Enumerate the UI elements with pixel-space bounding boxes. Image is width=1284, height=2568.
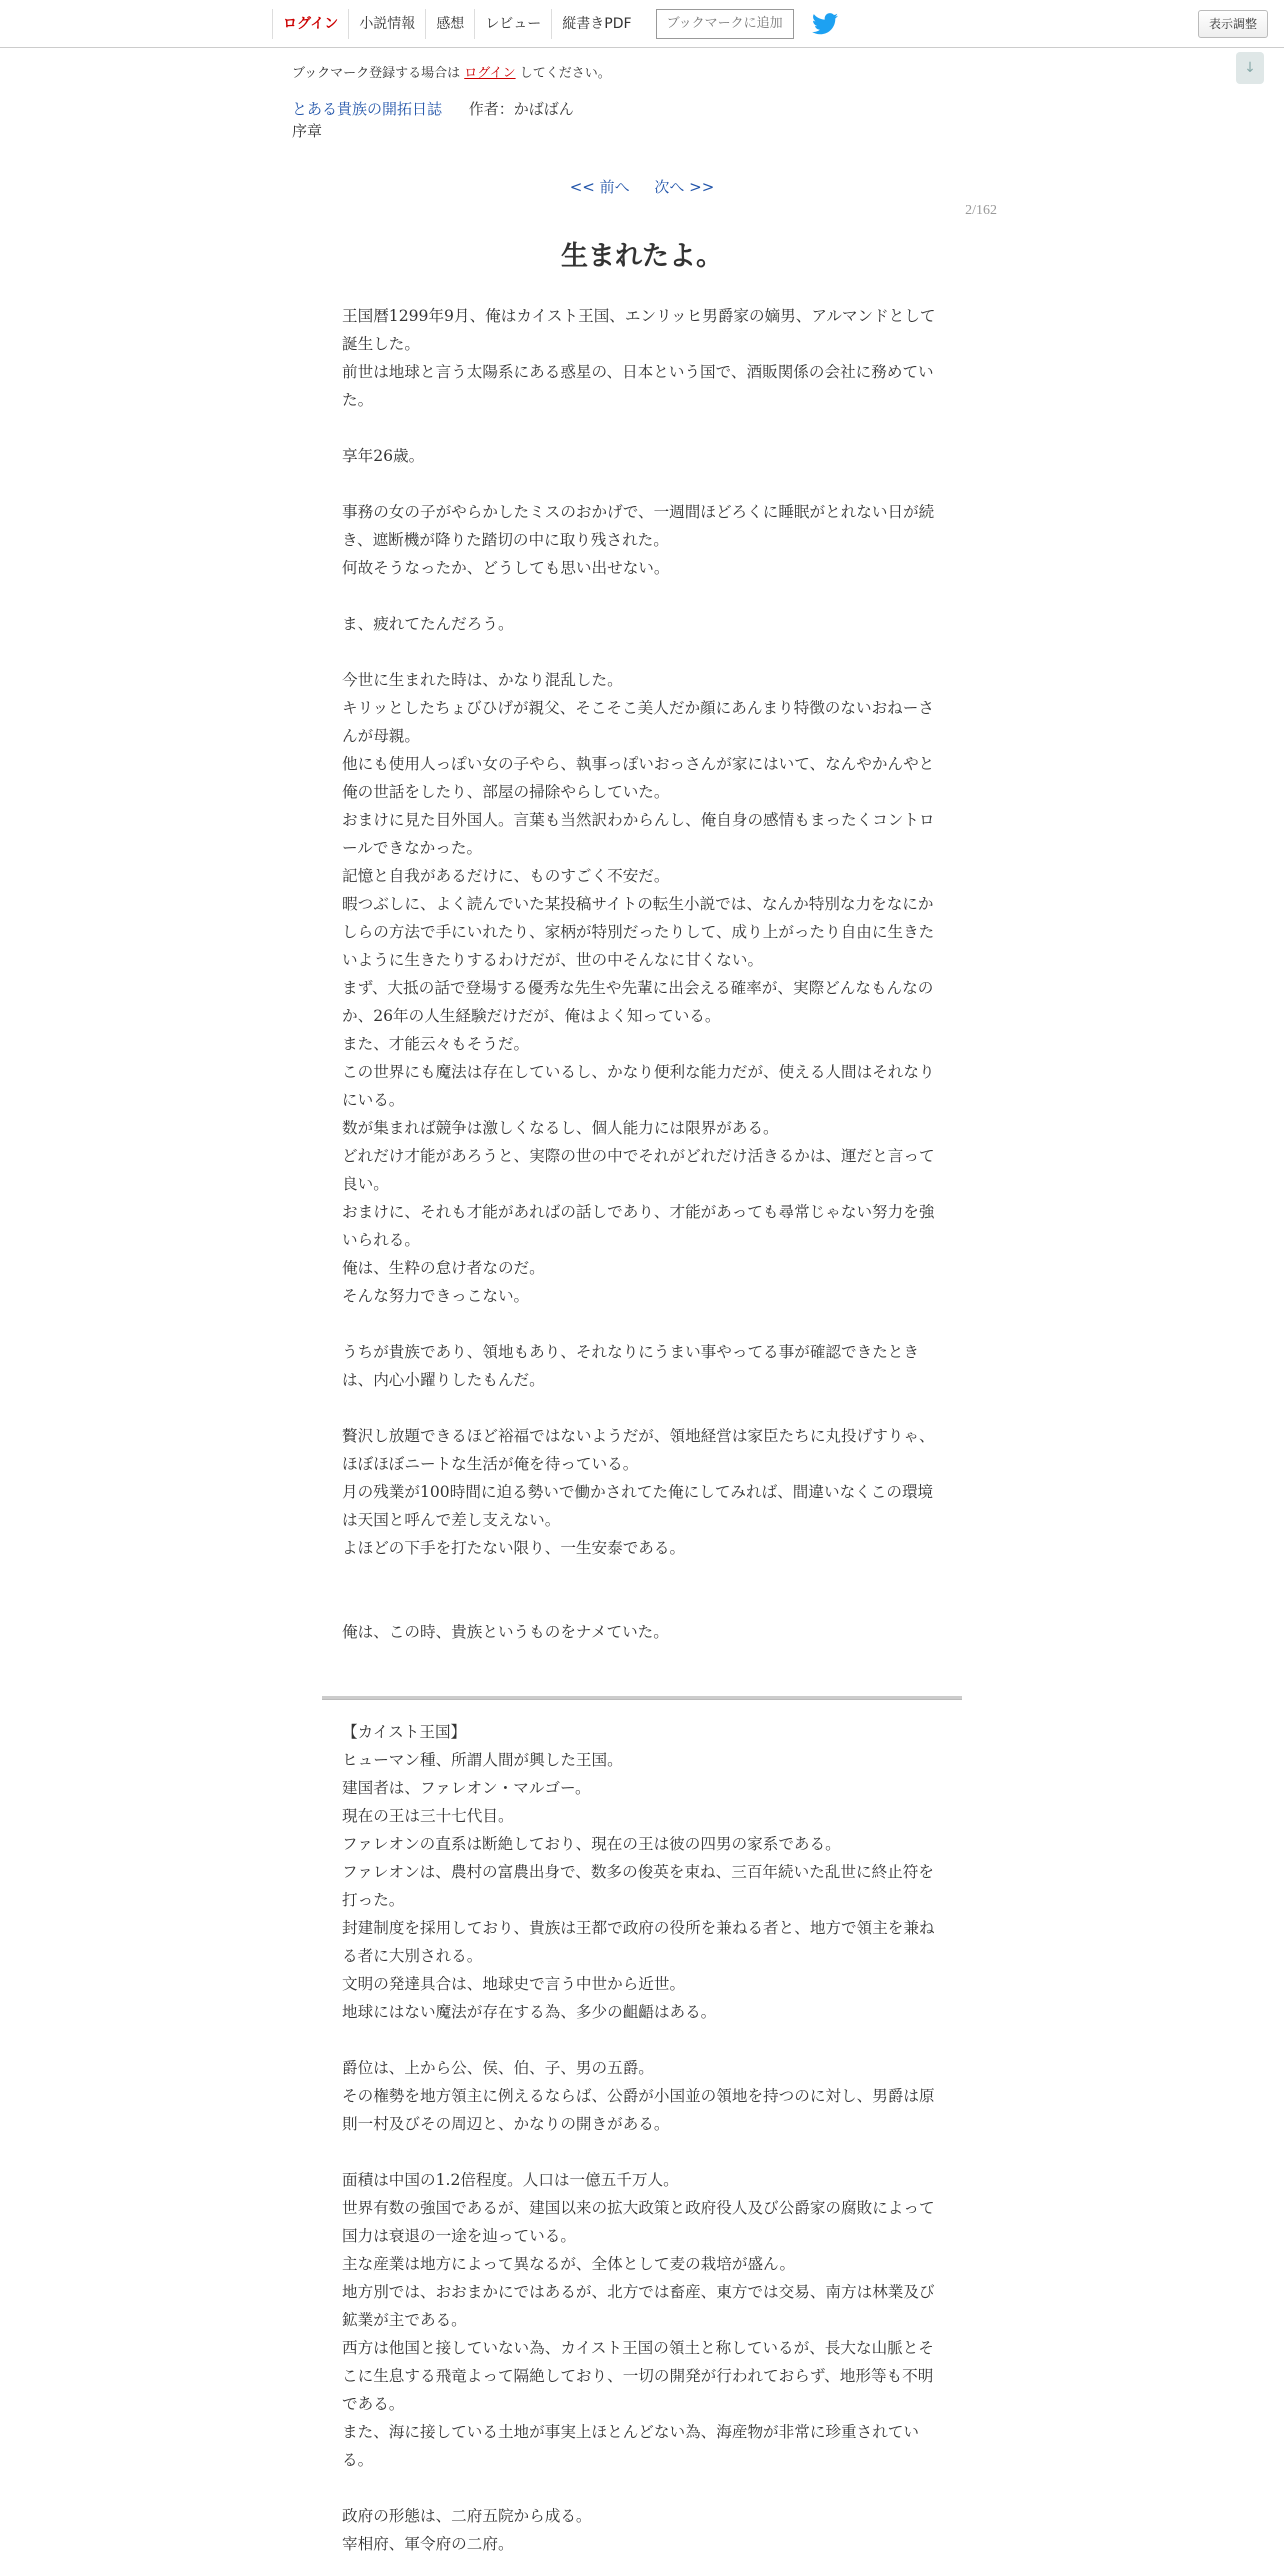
notice-login-link[interactable]: ログイン <box>464 66 516 81</box>
afterword-paragraph: 面積は中国の1.2倍程度。人口は一億五千万人。 <box>342 2171 679 2189</box>
afterword-paragraph: その権勢を地方領主に例えるならば、公爵が小国並の領地を持つのに対し、男爵は原則一村及びその周辺と、かなりの開きがある。 <box>342 2087 935 2133</box>
notice-text-after: してください。 <box>519 66 611 81</box>
afterword-paragraph: 宰相府、軍令府の二府。 <box>342 2535 514 2553</box>
login-notice <box>292 62 611 81</box>
body-paragraph <box>342 582 944 610</box>
body-paragraph: おまけに、それも才能があればの話しであり、才能があっても尋常じゃない努力を強いられる。 <box>342 1203 935 1249</box>
page-number: 2/162 <box>965 203 997 218</box>
afterword-paragraph: 【カイスト王国】 <box>342 1723 467 1741</box>
body-paragraph: 数が集まれば競争は激しくなるし、個人能力には限界がある。 <box>342 1119 779 1137</box>
body-paragraph <box>342 638 944 666</box>
body-paragraph <box>342 414 944 442</box>
nav-impressions[interactable]: 感想 <box>425 9 474 39</box>
body-paragraph: おまけに見た目外国人。言葉も当然訳わからんし、俺自身の感情もまったくコントロールできなかった。 <box>342 811 935 857</box>
novel-info-line <box>292 98 574 119</box>
body-paragraph: 俺は、生粋の怠け者なのだ。 <box>342 1259 545 1277</box>
author-name: 作者：かばばん <box>468 100 574 118</box>
afterword-paragraph <box>342 2026 944 2054</box>
body-paragraph: 事務の女の子がやらかしたミスのおかげで、一週間ほどろくに睡眠がとれない日が続き、遮断機が降りた踏切の中に取り残された。 <box>342 503 935 549</box>
body-paragraph: 何故そうなったか、どうしても思い出せない。 <box>342 559 670 577</box>
body-paragraph: そんな努力できっこない。 <box>342 1287 530 1305</box>
afterword-text <box>342 1718 944 2558</box>
afterword-paragraph: ヒューマン種、所謂人間が興した王国。 <box>342 1751 623 1769</box>
afterword-paragraph: ファレオンは、農村の富農出身で、数多の俊英を束ね、三百年続いた乱世に終止符を打った。 <box>342 1863 934 1909</box>
afterword-paragraph: 世界有数の強国であるが、建国以来の拡大政策と政府役人及び公爵家の腐敗によって国力は衰退の一途を辿っている。 <box>342 2199 935 2245</box>
body-paragraph <box>342 1394 944 1422</box>
body-paragraph <box>342 1310 944 1338</box>
body-paragraph <box>342 470 944 498</box>
nav-novel-info[interactable]: 小説情報 <box>348 9 425 39</box>
afterword-paragraph: 地球にはない魔法が存在する為、多少の齟齬はある。 <box>342 2003 717 2021</box>
body-paragraph: キリッとしたちょびひげが親父、そこそこ美人だか顔にあんまり特徴のないおねーさんが母親。 <box>342 699 934 745</box>
afterword-paragraph: 建国者は、ファレオン・マルゴー。 <box>342 1779 591 1797</box>
body-paragraph: 王国暦1299年9月、俺はカイスト王国、エンリッヒ男爵家の嫡男、アルマンドとして誕生した。 <box>342 307 936 353</box>
afterword-paragraph: 政府の形態は、二府五院から成る。 <box>342 2507 592 2525</box>
nav-review[interactable]: レビュー <box>474 9 551 39</box>
afterword-paragraph <box>342 2474 944 2502</box>
body-paragraph: 他にも使用人っぽい女の子やら、執事っぽいおっさんが家にはいて、なんやかんやと俺の世話をしたり、部屋の掃除やらしていた。 <box>342 755 935 801</box>
top-nav <box>272 6 840 42</box>
body-paragraph: 俺は、この時、貴族というものをナメていた。 <box>342 1623 669 1641</box>
body-paragraph <box>342 1590 944 1618</box>
body-paragraph: この世界にも魔法は存在しているし、かなり便利な能力だが、使える人間はそれなりにいる。 <box>342 1063 935 1109</box>
next-episode-link[interactable]: 次へ >> <box>654 178 715 196</box>
afterword-paragraph <box>342 2138 944 2166</box>
prev-episode-link[interactable]: << 前へ <box>569 178 630 196</box>
body-paragraph: 月の残業が100時間に迫る勢いで働かされてた俺にしてみれば、間違いなくこの環境は天国と呼んで差し支えない。 <box>342 1483 934 1529</box>
afterword-paragraph: 主な産業は地方によって異なるが、全体として麦の栽培が盛ん。 <box>342 2255 796 2273</box>
afterword-divider <box>322 1696 962 1700</box>
scroll-down-button[interactable] <box>1236 52 1264 84</box>
body-paragraph: 記憶と自我があるだけに、ものすごく不安だ。 <box>342 867 670 885</box>
top-header <box>0 0 1284 48</box>
twitter-bird-icon[interactable] <box>810 9 840 39</box>
display-settings-button[interactable]: 表示調整 <box>1198 10 1268 38</box>
chapter-title: 序章 <box>292 122 323 140</box>
afterword-paragraph: 封建制度を採用しており、貴族は王都で政府の役所を兼ねる者と、地方で領主を兼ねる者に大別される。 <box>342 1919 935 1965</box>
twitter-bird-svg <box>812 13 838 35</box>
nav-login[interactable]: ログイン <box>272 9 348 39</box>
afterword-paragraph: 爵位は、上から公、侯、伯、子、男の五爵。 <box>342 2059 654 2077</box>
body-paragraph: どれだけ才能があろうと、実際の世の中でそれがどれだけ活きるかは、運だと言って良い。 <box>342 1147 935 1193</box>
body-paragraph: まず、大抵の話で登場する優秀な先生や先輩に出会える確率が、実際どんなもんなのか、26年の人生経験だけだが、俺はよく知っている。 <box>342 979 934 1025</box>
body-paragraph: 前世は地球と言う太陽系にある惑星の、日本という国で、酒販関係の会社に務めていた。 <box>342 363 934 409</box>
body-paragraph: ま、疲れてたんだろう。 <box>342 615 514 633</box>
body-paragraph: また、才能云々もそうだ。 <box>342 1035 530 1053</box>
body-paragraph <box>342 1562 944 1590</box>
afterword-paragraph: ファレオンの直系は断絶しており、現在の王は彼の四男の家系である。 <box>342 1835 841 1853</box>
body-paragraph: 贅沢し放題できるほど裕福ではないようだが、領地経営は家臣たちに丸投げすりゃ、ほぼほぼニートな生活が俺を待っている。 <box>342 1427 935 1473</box>
body-paragraph: 暇つぶしに、よく読んでいた某投稿サイトの転生小説では、なんか特別な力をなにかしらの方法で手にいれたり、家柄が特別だったりして、成り上がったり自由に生きたいように生きたりするわけだが、世の中そんなに甘くない。 <box>342 895 935 969</box>
body-paragraph: 今世に生まれた時は、かなり混乱した。 <box>342 671 623 689</box>
afterword-paragraph: 現在の王は三十七代目。 <box>342 1807 514 1825</box>
body-paragraph: よほどの下手を打たない限り、一生安泰である。 <box>342 1539 686 1557</box>
novel-body-text <box>342 302 944 1646</box>
body-paragraph: うちが貴族であり、領地もあり、それなりにうまい事やってる事が確認できたときは、内心小躍りしたもんだ。 <box>342 1343 919 1389</box>
add-bookmark-button[interactable]: ブックマークに追加 <box>656 9 794 39</box>
episode-pager <box>0 176 1284 197</box>
afterword-paragraph: 文明の発達具合は、地球史で言う中世から近世。 <box>342 1975 686 1993</box>
afterword-paragraph: 地方別では、おおまかにではあるが、北方では畜産、東方では交易、南方は林業及び鉱業が主である。 <box>342 2283 935 2329</box>
novel-title-link[interactable]: とある貴族の開拓日誌 <box>292 100 443 118</box>
nav-vertical-pdf[interactable]: 縦書きPDF <box>551 9 641 39</box>
episode-title: 生まれたよ。 <box>561 241 723 272</box>
arrow-down-icon: ↓ <box>1244 60 1256 76</box>
notice-text-before: ブックマーク登録する場合は <box>292 66 461 81</box>
body-paragraph: 享年26歳。 <box>342 447 425 465</box>
afterword-paragraph: 西方は他国と接していない為、カイスト王国の領土と称しているが、長大な山脈とそこに生息する飛竜よって隔絶しており、一切の開発が行われておらず、地形等も不明である。 <box>342 2339 934 2413</box>
afterword-paragraph: また、海に接している土地が事実上ほとんどない為、海産物が非常に珍重されている。 <box>342 2423 919 2469</box>
